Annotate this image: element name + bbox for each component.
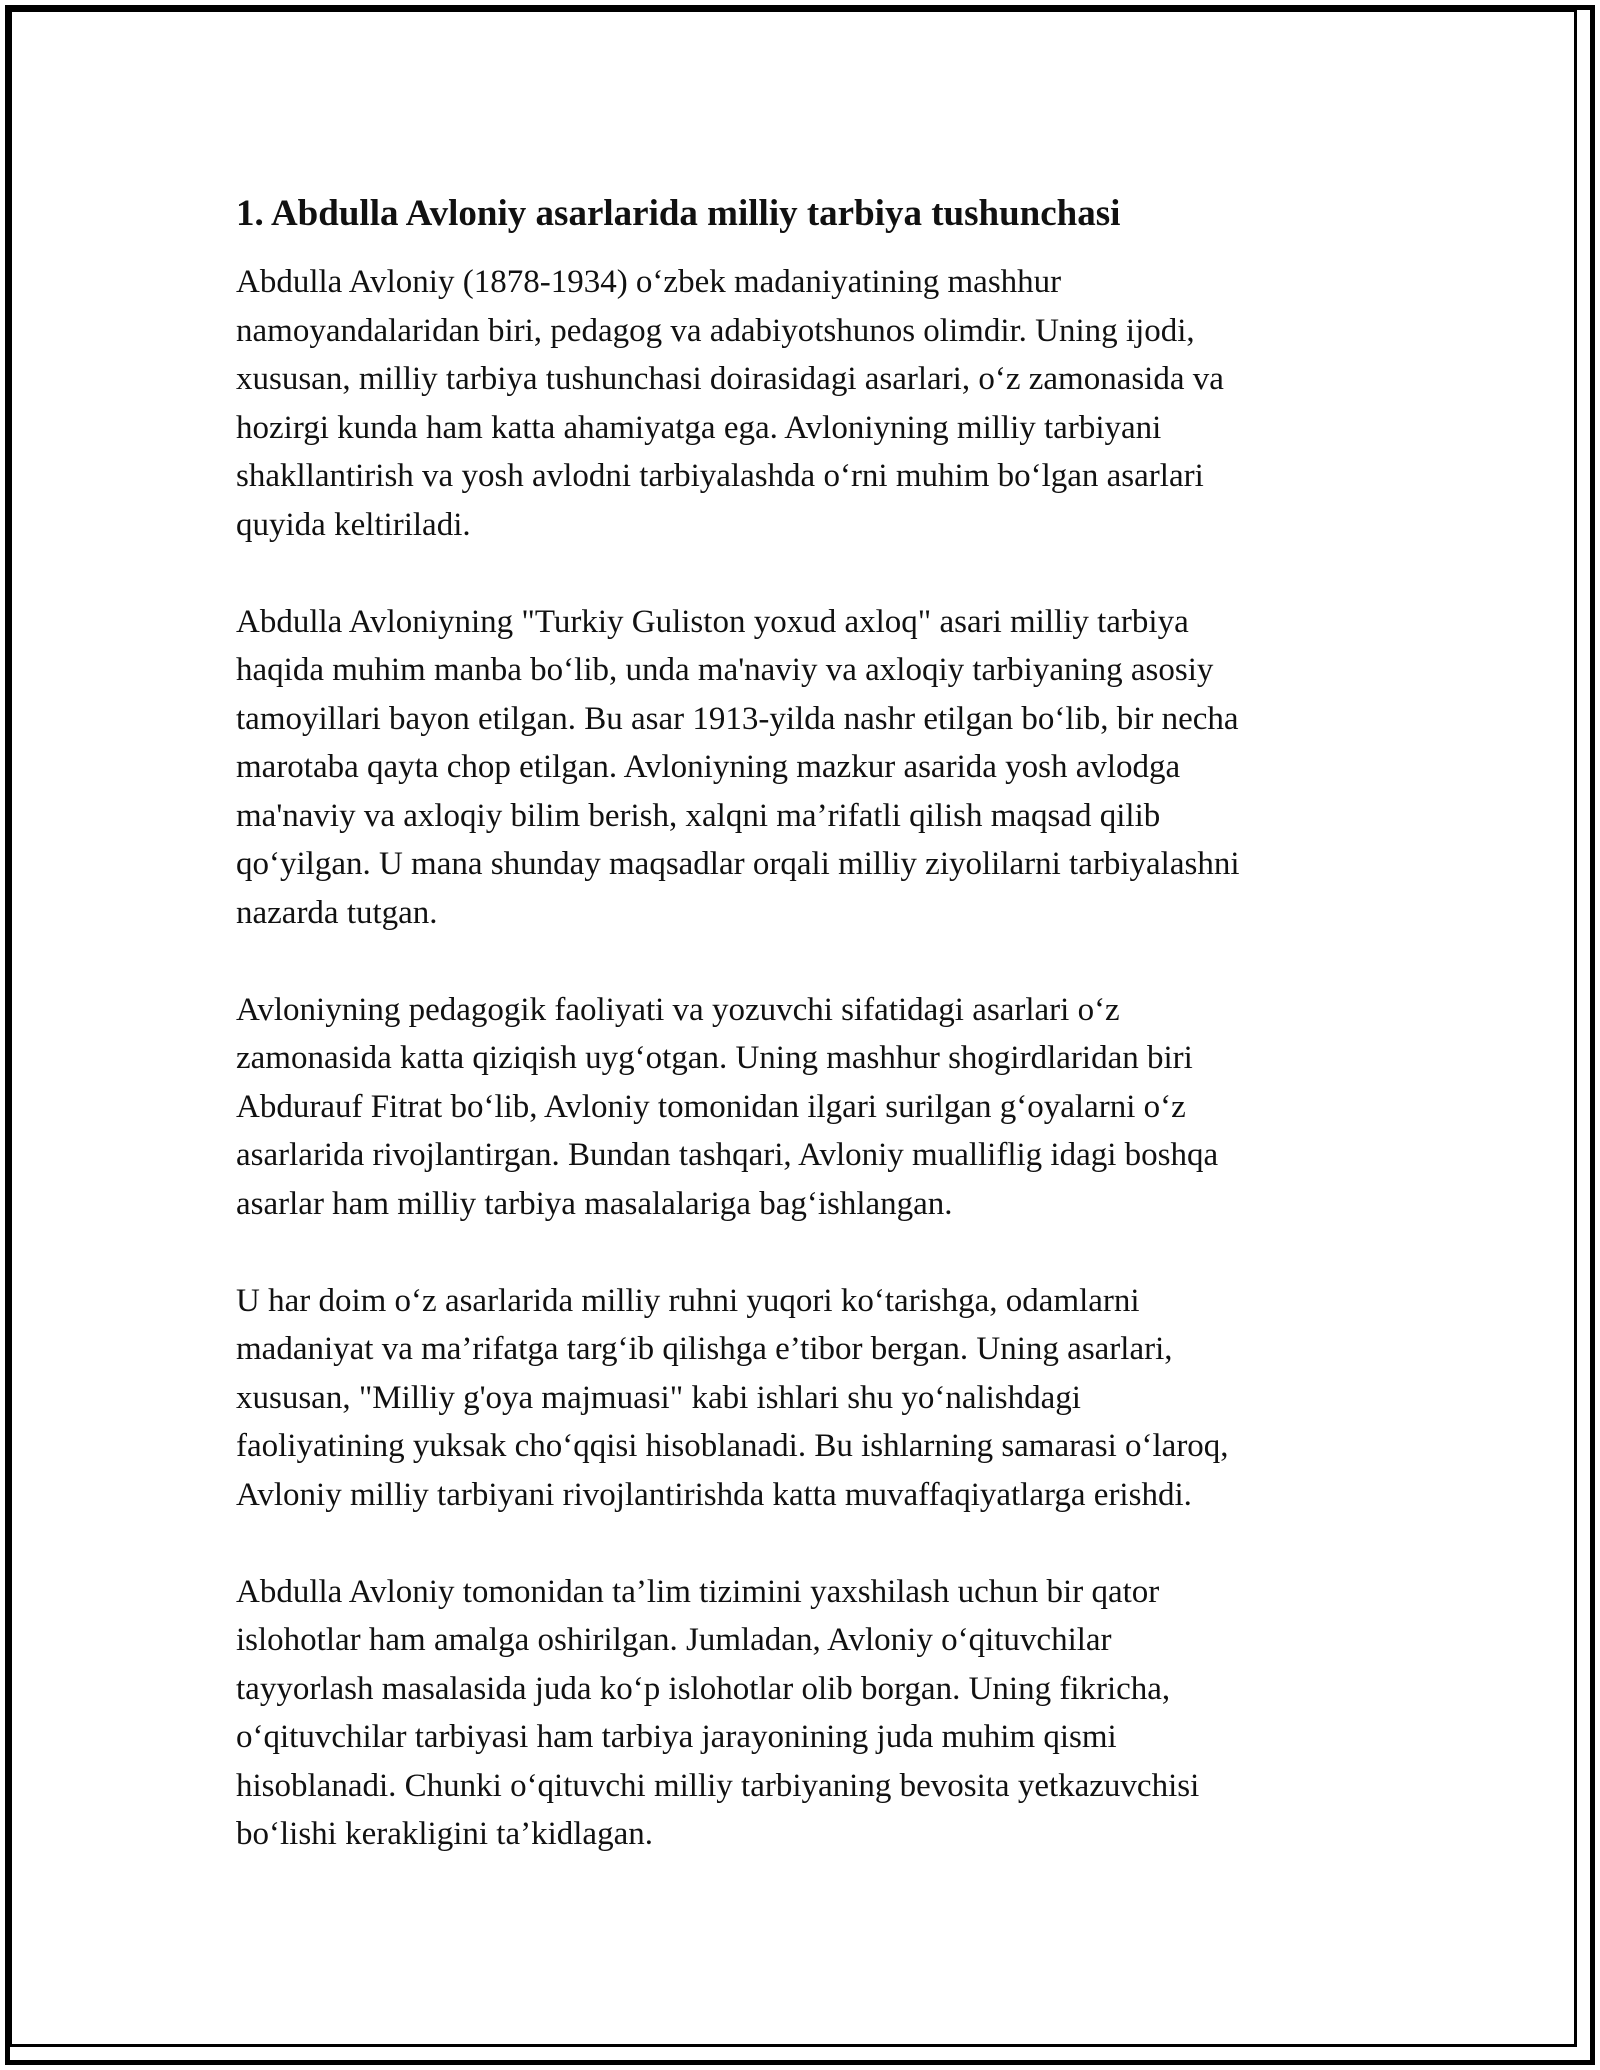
- text-line: quyida keltiriladi.: [236, 506, 471, 543]
- text-line: qo‘yilgan. U mana shunday maqsadlar orqali milliy ziyolilarni tarbiyalashni: [236, 846, 1240, 882]
- text-line: bo‘lishi kerakligini ta’kidlagan.: [236, 1816, 653, 1852]
- text-line: zamonasida katta qiziqish uyg‘otgan. Uning mashhur shogirdlaridan biri: [236, 1040, 1193, 1076]
- paragraph-4: [236, 1277, 1366, 1520]
- text-line: hisoblanadi. Chunki o‘qituvchi milliy tarbiyaning bevosita yetkazuvchisi: [236, 1767, 1200, 1804]
- text-line: Avloniy milliy tarbiyani rivojlantirishda katta muvaffaqiyatlarga erishdi.: [236, 1476, 1192, 1513]
- text-line: asarlar ham milliy tarbiya masalalariga bag‘ishlangan.: [236, 1185, 953, 1222]
- text-line: haqida muhim manba bo‘lib, unda ma'naviy va axloqiy tarbiyaning asosiy: [236, 652, 1214, 688]
- text-line: marotaba qayta chop etilgan. Avloniyning mazkur asarida yosh avlodga: [236, 749, 1181, 785]
- text-line: Abdulla Avloniy (1878-1934) o‘zbek madaniyatining mashhur: [236, 264, 1062, 300]
- text-line: hozirgi kunda ham katta ahamiyatga ega. Avloniyning milliy tarbiyani: [236, 409, 1162, 446]
- paragraph-1: [236, 258, 1366, 549]
- text-line: Abdulla Avloniy tomonidan ta’lim tizimini yaxshilash uchun bir qator: [236, 1573, 1160, 1610]
- text-line: madaniyat va ma’rifatga targ‘ib qilishga e’tibor bergan. Uning asarlari,: [236, 1331, 1173, 1367]
- text-line: o‘qituvchilar tarbiyasi ham tarbiya jarayonining juda muhim qismi: [236, 1719, 1117, 1755]
- text-line: xususan, milliy tarbiya tushunchasi doirasidagi asarlari, o‘z zamonasida va: [236, 361, 1224, 397]
- text-line: U har doim o‘z asarlarida milliy ruhni yuqori ko‘tarishga, odamlarni: [236, 1282, 1140, 1319]
- document-body: [236, 188, 1366, 1907]
- text-line: shakllantirish va yosh avlodni tarbiyalashda o‘rni muhim bo‘lgan asarlari: [236, 458, 1204, 494]
- text-line: tayyorlash masalasida juda ko‘p islohotlar olib borgan. Uning fikricha,: [236, 1670, 1171, 1707]
- paragraph-2: [236, 598, 1366, 938]
- text-line: faoliyatining yuksak cho‘qqisi hisoblanadi. Bu ishlarning samarasi o‘laroq,: [236, 1428, 1229, 1464]
- text-line: xususan, "Milliy g'oya majmuasi" kabi ishlari shu yo‘nalishdagi: [236, 1379, 1081, 1416]
- text-line: asarlarida rivojlantirgan. Bundan tashqari, Avloniy mualliflig idagi boshqa: [236, 1137, 1219, 1173]
- text-line: ma'naviy va axloqiy bilim berish, xalqni ma’rifatli qilish maqsad qilib: [236, 797, 1161, 834]
- paragraph-3: [236, 986, 1366, 1229]
- text-line: Abdurauf Fitrat bo‘lib, Avloniy tomonidan ilgari surilgan g‘oyalarni o‘z: [236, 1088, 1186, 1125]
- text-line: islohotlar ham amalga oshirilgan. Jumladan, Avloniy o‘qituvchilar: [236, 1622, 1112, 1658]
- text-line: Abdulla Avloniyning "Turkiy Guliston yoxud axloq" asari milliy tarbiya: [236, 603, 1189, 640]
- text-line: nazarda tutgan.: [236, 894, 438, 931]
- text-line: Avloniyning pedagogik faoliyati va yozuvchi sifatidagi asarlari o‘z: [236, 991, 1120, 1028]
- text-line: namoyandalaridan biri, pedagog va adabiyotshunos olimdir. Uning ijodi,: [236, 312, 1195, 349]
- paragraph-5: [236, 1568, 1366, 1859]
- text-line: tamoyillari bayon etilgan. Bu asar 1913-yilda nashr etilgan bo‘lib, bir necha: [236, 700, 1239, 737]
- section-heading: 1. Abdulla Avloniy asarlarida milliy tarbiya tushunchasi: [236, 193, 1121, 234]
